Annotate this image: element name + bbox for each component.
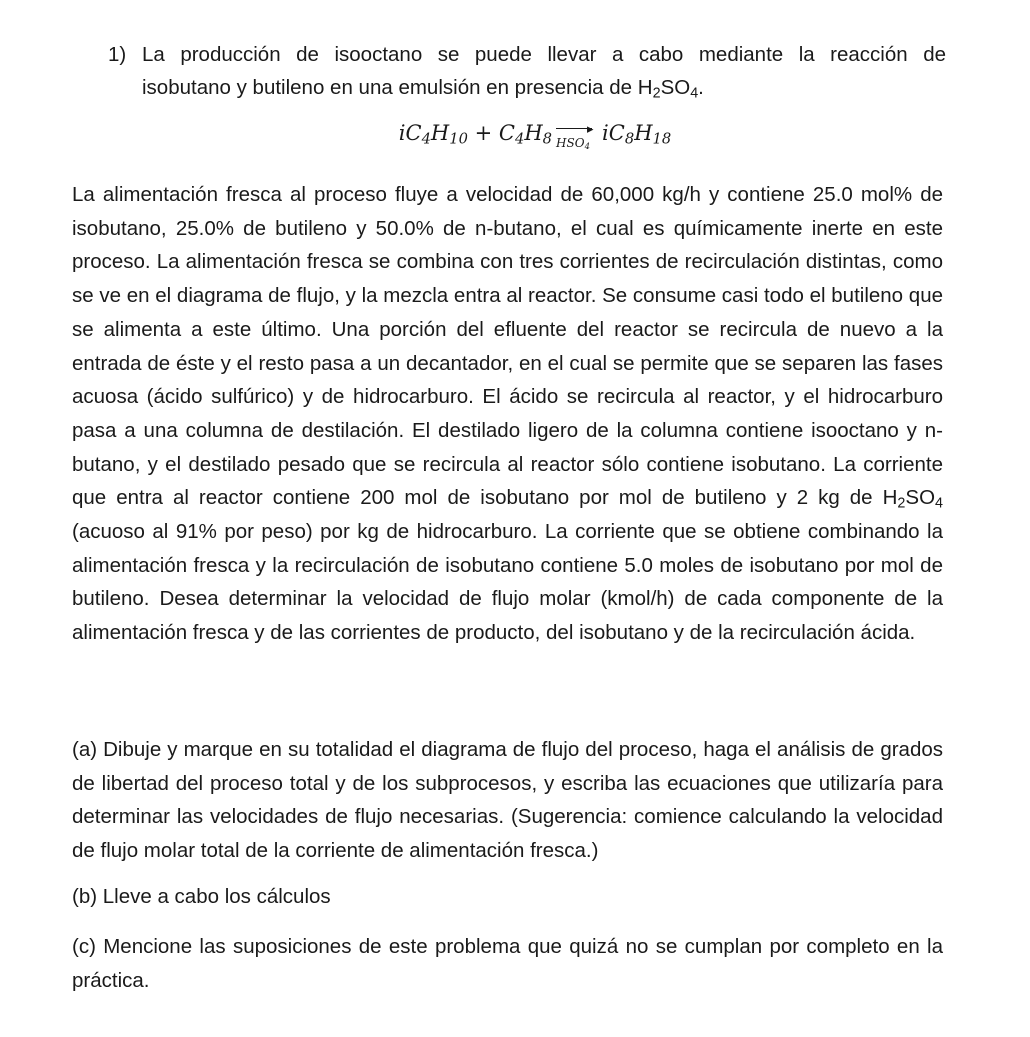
problem-number: 1) bbox=[108, 43, 127, 66]
arrow-icon: ▸ bbox=[587, 122, 594, 137]
reactant-butylene: $C_4H_8$ bbox=[498, 121, 553, 148]
part-c: (c) Mencione las suposiciones de este problema que quizá no se cumplan por completo en la práctica. bbox=[72, 935, 943, 992]
reactant-isobutane: $iC_4H_{10}$ bbox=[398, 121, 468, 148]
catalyst-label: $HSO_4$ bbox=[556, 136, 590, 152]
part-a: (a) Dibuje y marque en su totalidad el diagrama de flujo del proceso, haga el análisis de grados de libertad del proceso total y de los subprocesos, y escriba las ecuaciones que utilizaría para determinar las velocidades de flujo necesarias. (Sugerencia: comience calculando la velocidad de flujo molar total de la corriente de alimentación fresca.) bbox=[72, 738, 943, 863]
problem-intro-text bbox=[142, 38, 946, 104]
part-b: (b) Lleve a cabo los cálculos bbox=[72, 885, 331, 908]
plus-sign: + bbox=[467, 121, 499, 145]
intro-line-1: La producción de isooctano se puede llevar a cabo mediante la reacción de bbox=[142, 43, 946, 66]
problem-intro bbox=[108, 38, 946, 104]
reaction-equation bbox=[0, 120, 1030, 166]
product-isooctane: $iC_8H_{18}$ bbox=[602, 121, 672, 148]
intro-line-2: isobutano y butileno en una emulsión en presencia de $H_2SO_4$. bbox=[142, 76, 704, 102]
problem-body: La alimentación fresca al proceso fluye a velocidad de 60,000 kg/h y contiene 25.0 mol% de isobutano, 25.0% de butileno y 50.0% de n-butano, el cual es químicamente inerte en este proceso. La alimentación fresca se combina con tres corrientes de recirculación distintas, como se ve en el diagrama de flujo, y la mezcla entra al reactor. Se consume casi todo el butileno que se alimenta a este último. Una porción del efluente del reactor se recircula de nuevo a la entrada de éste y el resto pasa a un decantador, en el cual se permite que se separen las fases acuosa (ácido sulfúrico) y de hidrocarburo. El ácido se recircula al reactor, y el hidrocarburo pasa a una columna de destilación. El destilado ligero de la columna contiene isooctano y n-butano, y el destilado pesado que se recircula al reactor sólo contiene isobutano. La corriente que entra al reactor contiene 200 mol de isobutano por mol de butileno y 2 kg de $H_2SO_4$ (acuoso al 91% por peso) por kg de hidrocarburo. La corriente que se obtiene combinando la alimentación fresca y la recirculación de isobutano contiene 5.0 moles de isobutano por mol de butileno. Desea determinar la velocidad de flujo molar (kmol/h) de cada componente de la alimentación fresca y de las corrientes de producto, del isobutano y de la recirculación ácida. bbox=[72, 183, 943, 645]
reaction-arrow bbox=[556, 120, 598, 152]
